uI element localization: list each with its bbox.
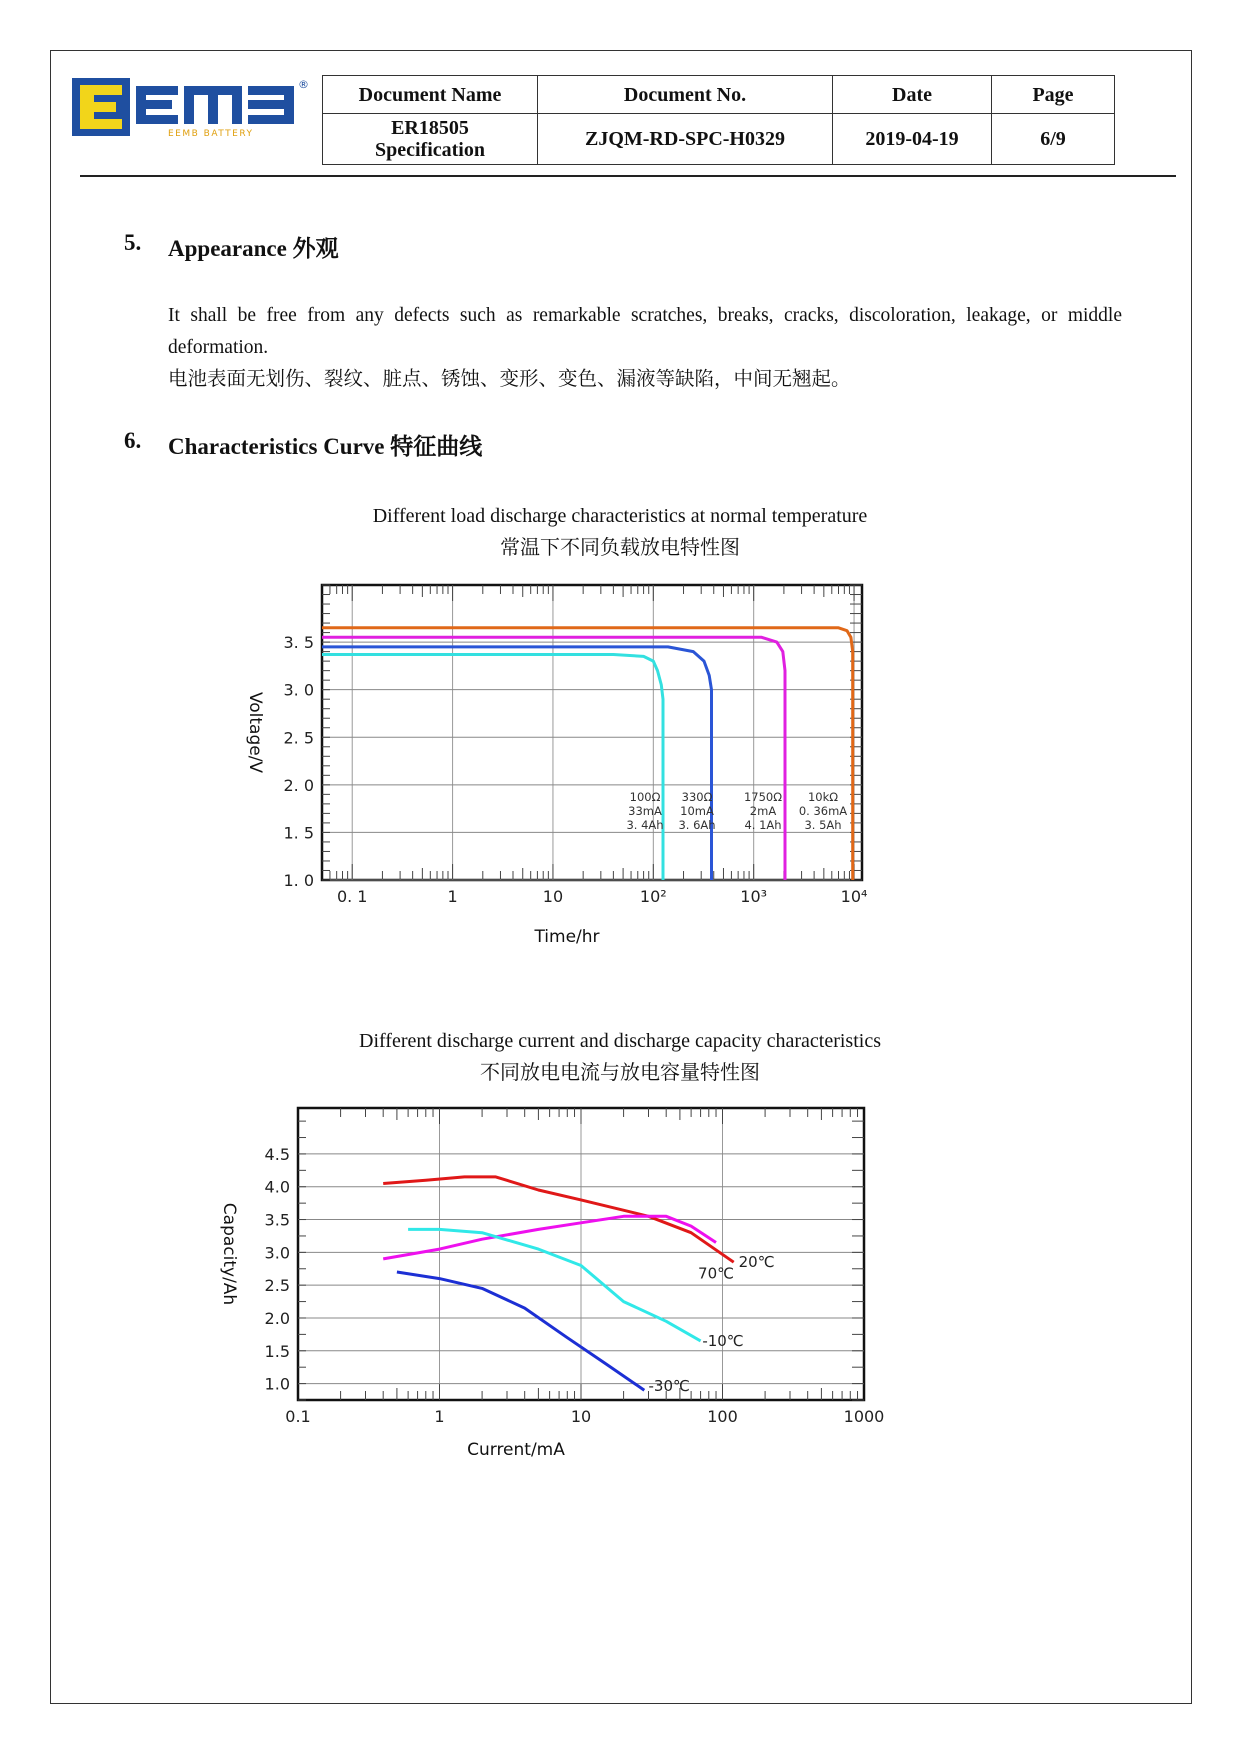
x-tick-label: 10³ [740, 887, 768, 906]
load-label: 3. 5Ah [804, 817, 842, 832]
load-label: 10kΩ [807, 789, 839, 804]
y-tick-label: 3. 5 [283, 633, 314, 653]
doc-no-value: ZJQM-RD-SPC-H0329 [538, 114, 833, 165]
y-tick-label: 4.0 [264, 1177, 290, 1197]
load-label: 1750Ω [743, 789, 783, 804]
y-tick-label: 1. 0 [283, 871, 314, 890]
x-tick-label: 0.1 [285, 1407, 311, 1426]
load-label: 100Ω [629, 789, 661, 804]
load-label: 3. 4Ah [626, 817, 664, 832]
x-tick-label: 1 [434, 1407, 445, 1426]
y-tick-label: 1.5 [264, 1341, 290, 1361]
temperature-annotation: -30℃ [648, 1376, 690, 1395]
x-tick-label: 1 [447, 887, 458, 906]
y-tick-label: 2.5 [264, 1276, 290, 1296]
x-tick-label: 10² [639, 887, 667, 906]
y-tick-label: 3.0 [264, 1243, 290, 1263]
section-6-title: Characteristics Curve 特征曲线 [168, 434, 483, 459]
temperature-annotation: -10℃ [702, 1331, 744, 1350]
load-label: 3. 6Ah [678, 817, 716, 832]
y-tick-label: 1.0 [264, 1374, 290, 1394]
temperature-annotation: 20℃ [738, 1253, 775, 1272]
doc-name-value [323, 114, 538, 165]
chart2-caption-cn: 不同放电电流与放电容量特性图 [480, 1062, 760, 1084]
section-6-number: 6. [124, 428, 142, 453]
x-tick-label: 100 [707, 1407, 738, 1426]
chart2-caption-en: Different discharge current and discharge capacity characteristics [359, 1030, 881, 1052]
page-value: 6/9 [992, 114, 1115, 165]
y-axis-title: Voltage/V [245, 691, 265, 774]
y-tick-label: 2. 5 [283, 728, 314, 748]
load-label: 10mA [680, 803, 714, 818]
y-tick-label: 3.5 [264, 1210, 290, 1230]
chart1-caption-cn: 常温下不同负载放电特性图 [500, 537, 740, 559]
section-5-text-cn: 电池表面无划伤、裂纹、脏点、锈蚀、变形、变色、漏液等缺陷，中间无翘起。 [168, 369, 851, 390]
header-col-doc-no: Document No. [538, 76, 833, 114]
doc-name-line2: Specification [375, 139, 485, 161]
logo-tagline: EEMB BATTERY [168, 129, 254, 139]
header-col-date: Date [833, 76, 992, 114]
x-tick-label: 10 [542, 887, 564, 906]
chart1-caption-en: Different load discharge characteristics at normal temperature [372, 505, 868, 527]
section-5-text-en: It shall be free from any defects such as remarkable scratches, breaks, cracks, discoloration, leakage, or middle deformation. [168, 305, 1122, 358]
load-label: 2mA [749, 803, 777, 818]
x-tick-label: 10 [570, 1407, 592, 1426]
load-label: 33mA [628, 803, 662, 818]
x-axis-title: Current/mA [467, 1440, 565, 1460]
temperature-annotation: 70℃ [698, 1264, 734, 1283]
load-label: 4. 1Ah [744, 817, 782, 832]
y-tick-label: 2.0 [264, 1308, 290, 1328]
y-tick-label: 1. 5 [283, 823, 314, 843]
x-tick-label: 10⁴ [840, 887, 868, 906]
header-col-page: Page [992, 76, 1115, 114]
document-header-table [322, 75, 1115, 165]
y-axis-title: Capacity/Ah [219, 1202, 239, 1306]
doc-name-line1: ER18505 [391, 117, 469, 139]
section-5-title: Appearance 外观 [168, 236, 339, 261]
load-label: 0. 36mA [798, 803, 848, 818]
x-tick-label: 1000 [843, 1407, 885, 1426]
registered-mark: ® [298, 78, 309, 91]
y-tick-label: 3. 0 [283, 680, 314, 700]
header-col-doc-name: Document Name [323, 76, 538, 114]
header-rule [80, 175, 1176, 177]
y-tick-label: 4.5 [264, 1144, 290, 1164]
x-axis-title: Time/hr [534, 927, 600, 947]
capacity-current-chart [219, 1100, 1010, 1520]
eemb-logo [72, 78, 308, 142]
section-5-number: 5. [124, 230, 142, 255]
discharge-voltage-chart [245, 575, 980, 985]
date-value: 2019-04-19 [833, 114, 992, 165]
x-tick-label: 0. 1 [336, 887, 368, 906]
load-label: 330Ω [681, 789, 713, 804]
y-tick-label: 2. 0 [283, 775, 314, 795]
